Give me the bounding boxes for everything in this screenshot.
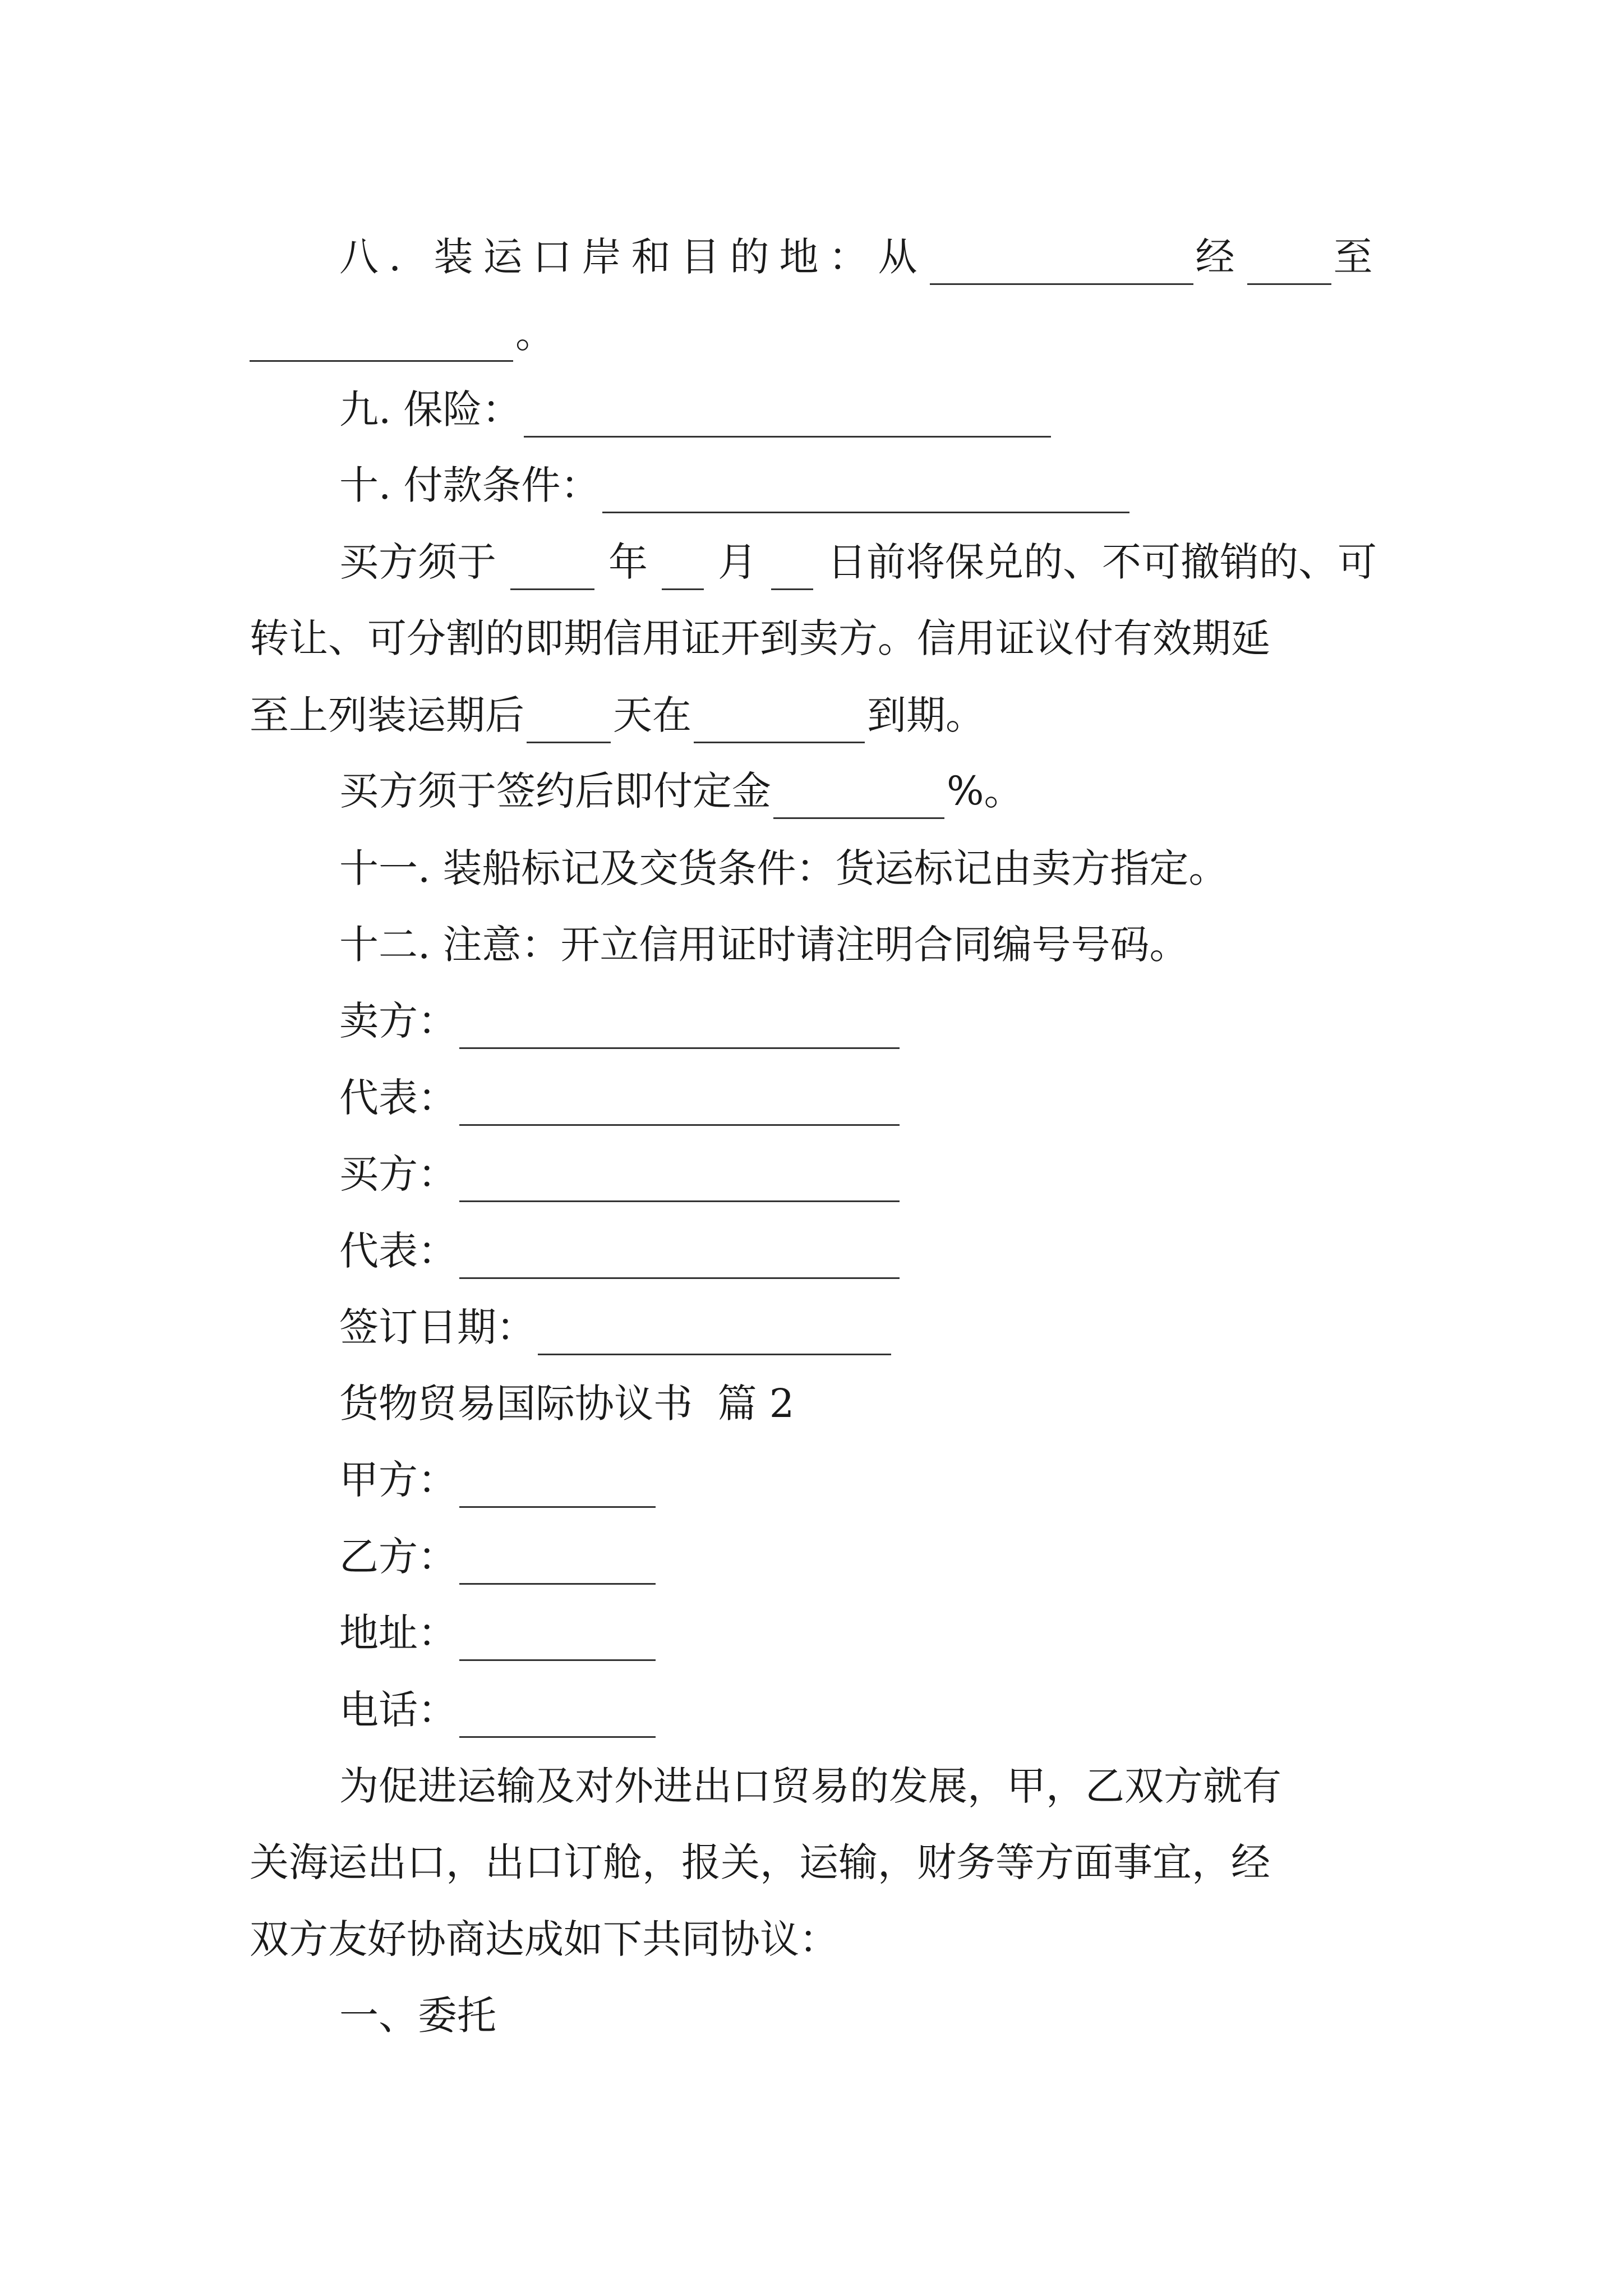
days-label: 天在 (613, 692, 691, 738)
percent-label: %。 (947, 768, 1023, 814)
destination-line (250, 283, 1377, 362)
phone-line (250, 1659, 1377, 1738)
deposit-percent-blank (773, 783, 944, 819)
via-label: 经 (1195, 234, 1245, 280)
party-b-line (250, 1506, 1377, 1585)
payment-terms-blank (602, 477, 1129, 513)
party-a-blank (459, 1471, 656, 1508)
buyer-representative-line (250, 1200, 1377, 1279)
seller-representative-line (250, 1047, 1377, 1126)
lc-validity-line (250, 665, 1377, 743)
buyer-representative-blank (459, 1243, 900, 1279)
section-1-heading (250, 1965, 1377, 2044)
lc-terms-line-2 (250, 588, 1377, 666)
month-label: 月 (718, 539, 757, 585)
clause-11-text: 十一. 装船标记及交货条件：货运标记由卖方指定。 (339, 845, 1228, 891)
seller-blank (459, 1013, 900, 1049)
seller-label: 卖方： (339, 998, 457, 1044)
expiry-label: 到期。 (867, 692, 985, 738)
signing-date-line (250, 1277, 1377, 1355)
signing-date-label: 签订日期： (339, 1304, 536, 1350)
preamble-text-1: 为促进运输及对外进出口贸易的发展，甲，乙双方就有 (339, 1763, 1281, 1809)
lc-deadline-text: 买方须于 (339, 539, 496, 585)
seller-representative-label: 代表： (339, 1075, 457, 1121)
insurance-blank (524, 401, 1051, 438)
clause-9-insurance-line (250, 359, 1377, 438)
party-b-label: 乙方： (339, 1534, 457, 1580)
preamble-text-3: 双方友好协商达成如下共同协议： (250, 1916, 838, 1962)
clause-8-label: 八. 装运口岸和目的地：从 (339, 234, 928, 280)
month-blank (662, 554, 704, 590)
buyer-representative-label: 代表： (339, 1228, 457, 1274)
address-line (250, 1582, 1377, 1661)
phone-blank (459, 1701, 656, 1738)
year-label: 年 (608, 539, 648, 585)
origin-port-blank (930, 249, 1193, 285)
clause-12-line (250, 894, 1377, 973)
section-2-title: 货物贸易国际协议书 篇 2 (339, 1381, 795, 1427)
day-blank (771, 554, 813, 590)
buyer-label: 买方： (339, 1151, 457, 1197)
party-a-line (250, 1429, 1377, 1508)
via-port-blank (1247, 249, 1331, 285)
preamble-line-2 (250, 1812, 1377, 1890)
clause-12-text: 十二. 注意：开立信用证时请注明合同编号号码。 (339, 922, 1189, 968)
clause-11-line (250, 818, 1377, 896)
section-1-title: 一、委托 (339, 1993, 496, 2039)
party-b-blank (459, 1548, 656, 1585)
days-blank (527, 707, 611, 743)
deposit-line (250, 740, 1377, 819)
signing-date-blank (538, 1319, 891, 1355)
buyer-blank (459, 1166, 900, 1202)
seller-line (250, 970, 1377, 1049)
destination-period: 。 (515, 311, 555, 357)
year-blank (510, 554, 594, 590)
seller-representative-blank (459, 1089, 900, 1126)
preamble-line-3 (250, 1889, 1377, 1967)
buyer-line (250, 1124, 1377, 1202)
address-blank (459, 1625, 656, 1661)
party-a-label: 甲方： (339, 1457, 457, 1503)
lc-terms-text-2: 转让、可分割的即期信用证开到卖方。信用证议付有效期延 (250, 615, 1270, 661)
clause-10-label: 十. 付款条件： (339, 462, 600, 508)
expiry-place-blank (694, 707, 865, 743)
deposit-text: 买方须于签约后即付定金 (339, 768, 771, 814)
destination-port-blank (250, 325, 513, 362)
clause-10-payment-line (250, 435, 1377, 513)
phone-label: 电话： (339, 1687, 457, 1733)
clause-8-loading-port-line (250, 206, 1383, 285)
lc-deadline-line (250, 512, 1377, 590)
lc-validity-text: 至上列装运期后 (250, 692, 524, 738)
lc-terms-text: 日前将保兑的、不可撤销的、可 (827, 539, 1377, 585)
section-2-heading (250, 1353, 1377, 1432)
clause-9-label: 九. 保险： (339, 386, 522, 432)
address-label: 地址： (339, 1610, 457, 1656)
preamble-text-2: 关海运出口，出口订舱，报关，运输，财务等方面事宜，经 (250, 1839, 1270, 1885)
preamble-line-1 (250, 1736, 1377, 1814)
to-label: 至 (1333, 234, 1383, 280)
